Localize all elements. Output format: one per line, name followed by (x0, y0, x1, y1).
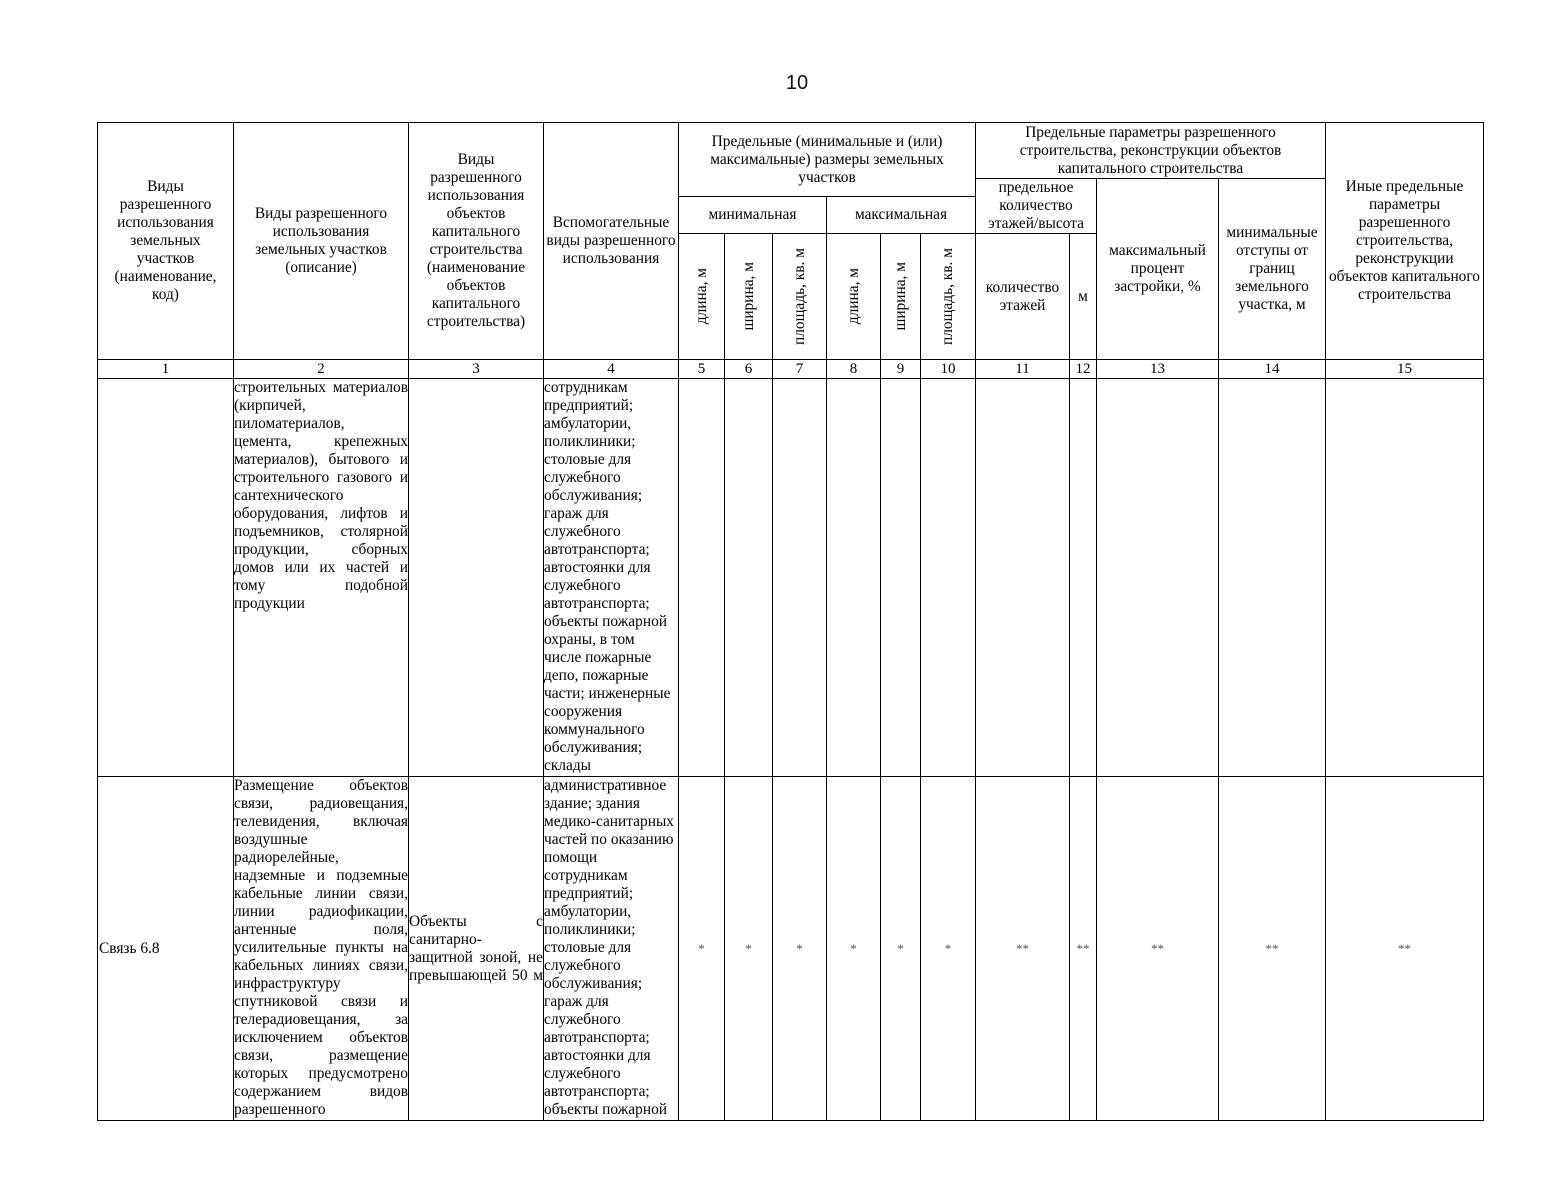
column-number: 7 (772, 359, 827, 379)
header-min-width-cell (724, 233, 773, 360)
header-plot-size-limits: Предельные (минимальные и (или) максимальные) размеры земельных участков (678, 122, 976, 197)
row-2-min-setbacks: ** (1218, 776, 1326, 1121)
header-min-width: ширина, м (739, 262, 757, 331)
column-number: 15 (1325, 359, 1484, 379)
row-1-land-use-description: строительных материалов (кирпичей, пиломатериалов, цемента, крепежных материалов), бытового и строительного газового и сантехнического оборудования, лифтов и подъемников, столярной продукции, сборных домов или их частей и тому подобной продукции (233, 378, 409, 777)
row-2-min-length: * (678, 776, 725, 1121)
row-1-land-use-name (97, 378, 234, 777)
column-number: 5 (678, 359, 725, 379)
row-1-max-width (880, 378, 921, 777)
column-number: 12 (1069, 359, 1097, 379)
header-max-area-cell (920, 233, 976, 360)
row-2-floors-count: ** (975, 776, 1070, 1121)
row-2-capital-construction-use-cell (408, 776, 544, 1121)
header-max-coverage: максимальный процент застройки, % (1096, 178, 1219, 360)
column-number: 2 (233, 359, 409, 379)
row-2-land-use-name: Связь 6.8 (97, 776, 234, 1121)
header-floors-height-limit: предельное количество этажей/высота (975, 178, 1097, 234)
row-1-max-coverage (1096, 378, 1219, 777)
header-land-use-description: Виды разрешенного использования земельных участков (описание) (233, 122, 409, 360)
row-1-capital-construction-use (408, 378, 544, 777)
row-2-height: ** (1069, 776, 1097, 1121)
row-2-land-use-description: Размещение объектов связи, радиовещания, телевидения, включая воздушные радиорелейные, надземные и подземные кабельные линии связи, линии радиофикации, антенные поля, усилительные пункты на кабельных линиях связи, инфраструктуру спутниковой связи и телерадиовещания, за исключением объектов связи, размещение которых предусмотрено содержанием видов разрешенного (233, 776, 409, 1121)
row-2-max-width: * (880, 776, 921, 1121)
header-construction-limits: Предельные параметры разрешенного строительства, реконструкции объектов капитального строительства (975, 122, 1326, 179)
header-min-setbacks: минимальные отступы от границ земельного участка, м (1218, 178, 1326, 360)
column-number: 11 (975, 359, 1070, 379)
row-1-min-length (678, 378, 725, 777)
row-1-min-width (724, 378, 773, 777)
header-floors-count: количество этажей (975, 233, 1070, 360)
header-max-length-cell (826, 233, 881, 360)
row-2-max-coverage: ** (1096, 776, 1219, 1121)
row-2-capital-construction-use: Объекты с санитарно- защитной зоной, не превышающей 50 м (409, 912, 543, 984)
row-1-min-setbacks (1218, 378, 1326, 777)
row-1-floors-count (975, 378, 1070, 777)
row-2-other-limits: ** (1325, 776, 1484, 1121)
header-min-area: площадь, кв. м (790, 247, 808, 346)
column-number: 9 (880, 359, 921, 379)
row-1-other-limits (1325, 378, 1484, 777)
column-number: 14 (1218, 359, 1326, 379)
header-capital-construction-use: Виды разрешенного использования объектов капитального строительства (наименование объектов капитального строительства) (408, 122, 544, 360)
header-min-area-cell (772, 233, 827, 360)
row-1-height (1069, 378, 1097, 777)
header-max-area: площадь, кв. м (939, 247, 956, 346)
column-number: 6 (724, 359, 773, 379)
column-number: 4 (543, 359, 679, 379)
page-number: 10 (785, 72, 809, 94)
header-max-length: длина, м (844, 268, 862, 325)
header-max-width-cell (880, 233, 921, 360)
column-number: 10 (920, 359, 976, 379)
header-auxiliary-use: Вспомогательные виды разрешенного использования (543, 122, 679, 360)
row-2-min-area: * (772, 776, 827, 1121)
row-1-auxiliary-use: сотрудникам предприятий; амбулатории, поликлиники; столовые для служебного обслуживания; гараж для служебного автотранспорта; автостоянки для служебного автотранспорта; объекты пожарной охраны, в том числе пожарные депо, пожарные части; инженерные сооружения коммунального обслуживания; склады (543, 378, 679, 777)
column-number: 1 (97, 359, 234, 379)
header-plot-maximum: максимальная (826, 196, 976, 234)
header-max-width: ширина, м (891, 262, 909, 331)
header-min-length-cell (678, 233, 725, 360)
row-2-max-area: * (920, 776, 976, 1121)
row-1-max-area (920, 378, 976, 777)
row-2-auxiliary-use: административное здание; здания медико-санитарных частей по оказанию помощи сотрудникам предприятий; амбулатории, поликлиники; столовые для служебного обслуживания; гараж для служебного автотранспорта; автостоянки для служебного автотранспорта; объекты пожарной (543, 776, 679, 1121)
header-land-use-name-code: Виды разрешенного использования земельных участков (наименование, код) (97, 122, 234, 360)
column-number: 13 (1096, 359, 1219, 379)
header-min-length: длина, м (692, 268, 710, 325)
row-2-min-width: * (724, 776, 773, 1121)
header-plot-minimum: минимальная (678, 196, 827, 234)
header-height-unit: м (1069, 233, 1097, 360)
header-other-limits: Иные предельные параметры разрешенного строительства, реконструкции объектов капитального строительства (1325, 122, 1484, 360)
row-1-min-area (772, 378, 827, 777)
row-1-max-length (826, 378, 881, 777)
column-number: 3 (408, 359, 544, 379)
row-2-max-length: * (826, 776, 881, 1121)
column-number: 8 (826, 359, 881, 379)
